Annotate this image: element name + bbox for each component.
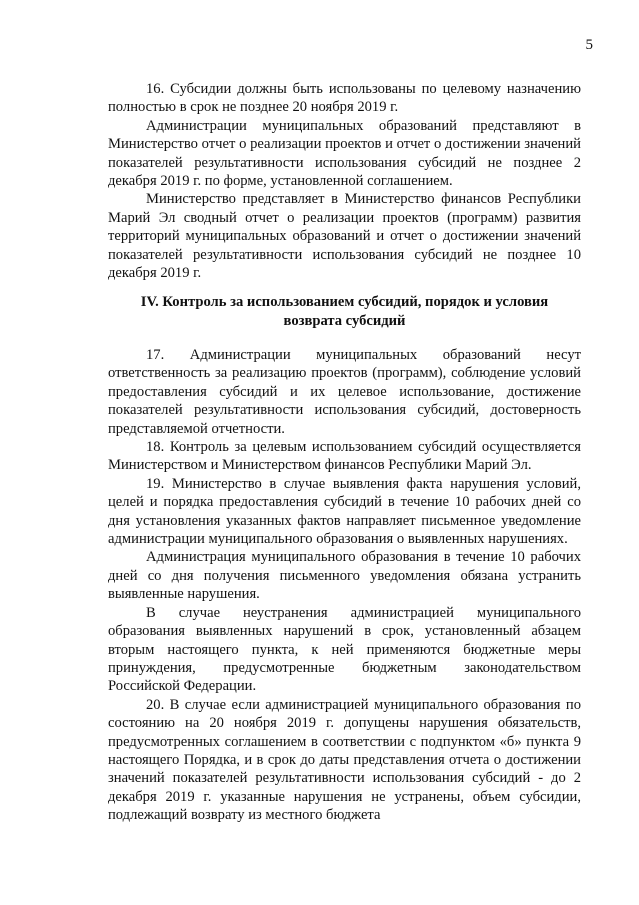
paragraph-reports: Администрации муниципальных образований представляют в Министерство отчет о реализации проектов и отчет о достижении значений показателей результативности использования субсидий не позднее 2 декабря 2019 г. по форме, установленной соглашением. [108,117,581,190]
paragraph-19: 19. Министерство в случае выявления факта нарушения условий, целей и порядка предоставления субсидий в течение 10 рабочих дней со дня установления указанных фактов направляет письменное уведомление администрации муниципального образования о выявленных нарушениях. [108,475,581,548]
paragraph-18: 18. Контроль за целевым использованием субсидий осуществляется Министерством и Министерством финансов Республики Марий Эл. [108,439,581,474]
paragraph-16: 16. Субсидии должны быть использованы по целевому назначению полностью в срок не позднее 20 ноября 2019 г. [108,81,581,116]
paragraph-19-enforcement: В случае неустранения администрацией муниципального образования выявленных нарушений в срок, установленный абзацем вторым настоящего пункта, к ней применяются бюджетные меры принуждения, предусмотренные бюджетным законодательством Российской Федерации. [108,604,581,695]
intro-section [108,80,581,282]
page-number: 5 [585,37,593,53]
paragraph-19-remedy: Администрация муниципального образования в течение 10 рабочих дней со дня получения письменного уведомления обязана устранить выявленные нарушения. [108,549,581,603]
section-heading [108,293,581,330]
section-heading-line1: IV. Контроль за использованием субсидий, порядок и условия [140,294,549,310]
paragraph-20: 20. В случае если администрацией муниципального образования по состоянию на 20 ноября 2019 г. допущены нарушения обязательств, предусмотренных соглашением в соответствии с подпунктом «б» пункта 9 настоящего Порядка, и в срок до даты представления отчета о достижении значений показателей результативности использования субсидий - до 2 декабря 2019 г. указанные нарушения не устранены, объем субсидии, подлежащий возврату из местного бюджета [108,696,581,824]
paragraph-17: 17. Администрации муниципальных образований несут ответственность за реализацию проектов (программ), соблюдение условий предоставления субсидий и их целевое использование, достижение показателей результативности использования субсидий, достоверность представляемой отчетности. [108,347,581,437]
section-heading-line2: возврата субсидий [283,312,406,329]
paragraph-ministry-report: Министерство представляет в Министерство финансов Республики Марий Эл сводный отчет о реализации проектов (программ) развития территорий муниципальных образований и отчет о достижении значений показателей результативности использования субсидий не позднее 10 декабря 2019 г. [108,191,581,282]
control-section [108,346,581,825]
